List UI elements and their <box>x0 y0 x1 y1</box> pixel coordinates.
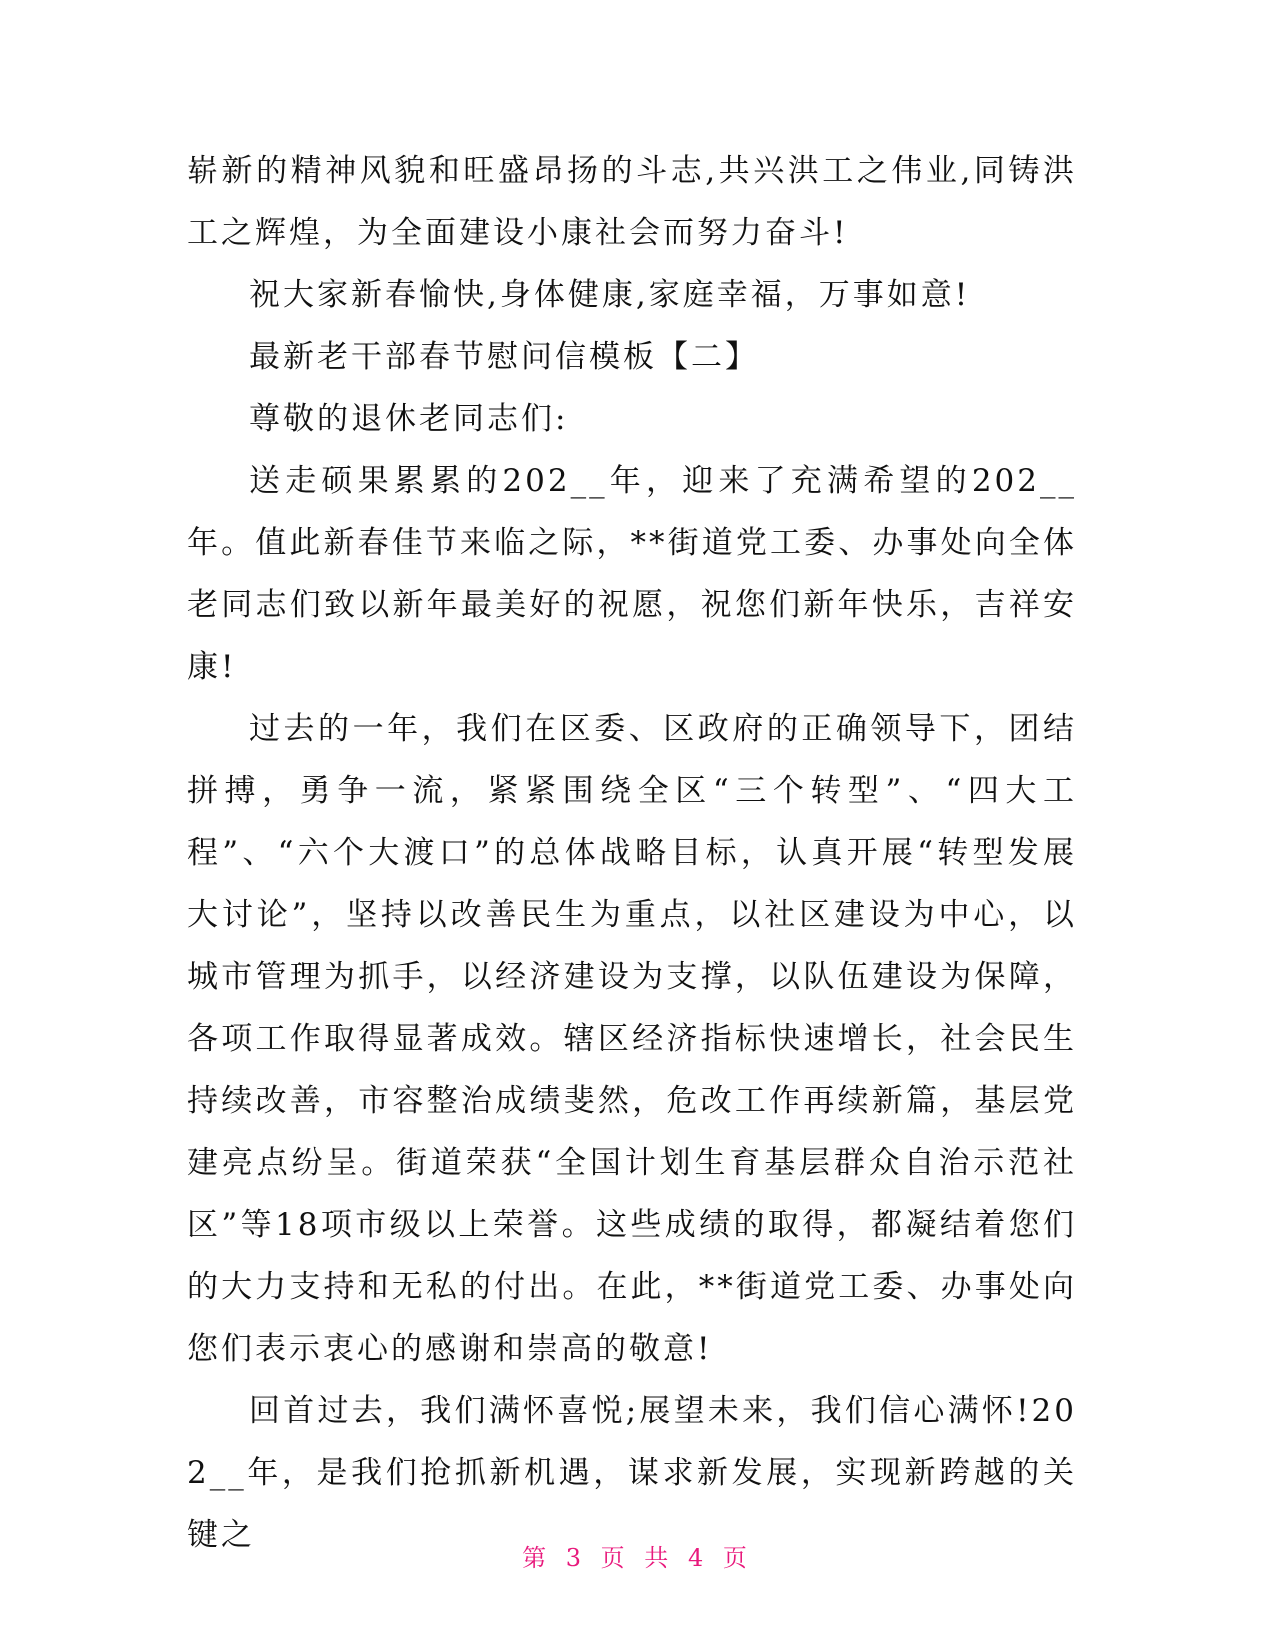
salutation: 尊敬的退休老同志们: <box>249 401 569 437</box>
page-footer <box>0 1538 1275 1573</box>
document-body <box>187 140 1077 1566</box>
section-title: 最新老干部春节慰问信模板【二】 <box>249 339 759 375</box>
paragraph-greeting: 送走硕果累累的202__年，迎来了充满希望的202__年。值此新春佳节来临之际，**街道党工委、办事处向全体老同志们致以新年最美好的祝愿，祝您们新年快乐，吉祥安康! <box>187 463 1077 685</box>
paragraph-closing-continuation: 崭新的精神风貌和旺盛昂扬的斗志,共兴洪工之伟业,同铸洪工之辉煌，为全面建设小康社会而努力奋斗! <box>187 153 1077 251</box>
paragraph-wishes: 祝大家新春愉快,身体健康,家庭幸福，万事如意! <box>249 277 971 313</box>
page-number: 第 3 页 共 4 页 <box>522 1544 753 1572</box>
paragraph-review: 过去的一年，我们在区委、区政府的正确领导下，团结拼搏，勇争一流，紧紧围绕全区“三个转型”、“四大工程”、“六个大渡口”的总体战略目标，认真开展“转型发展大讨论”，坚持以改善民生为重点，以社区建设为中心，以城市管理为抓手，以经济建设为支撑，以队伍建设为保障，各项工作取得显著成效。辖区经济指标快速增长，社会民生持续改善，市容整治成绩斐然，危改工作再续新篇，基层党建亮点纷呈。街道荣获“全国计划生育基层群众自治示范社区”等18项市级以上荣誉。这些成绩的取得，都凝结着您们的大力支持和无私的付出。在此，**街道党工委、办事处向您们表示衷心的感谢和崇高的敬意! <box>187 711 1077 1367</box>
paragraph-outlook: 回首过去，我们满怀喜悦;展望未来，我们信心满怀!202__年，是我们抢抓新机遇，谋求新发展，实现新跨越的关键之 <box>187 1393 1077 1553</box>
